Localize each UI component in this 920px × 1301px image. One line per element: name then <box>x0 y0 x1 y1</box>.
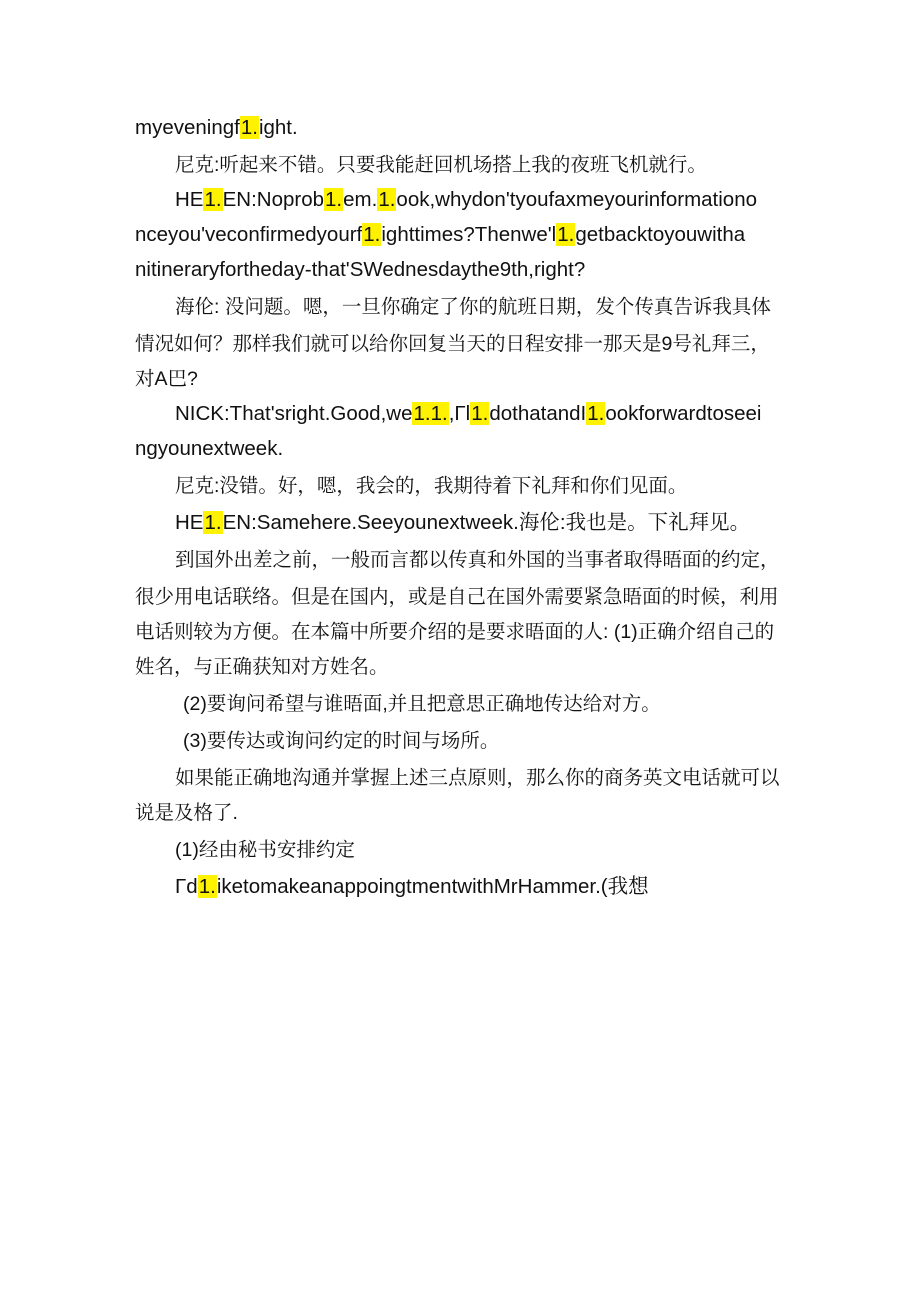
highlighted-text: 1. <box>325 188 343 211</box>
text-segment: EN:Noprob <box>222 188 325 211</box>
text-line <box>135 436 283 462</box>
text-segment: 很少用电话联络。但是在国内，或是自己在国外需要紧急晤面的时候，利用 <box>135 586 779 608</box>
text-segment: 尼克:听起来不错。只要我能赶回机场搭上我的夜班飞机就行。 <box>175 154 707 176</box>
highlighted-text: 1.1. <box>413 402 448 425</box>
text-segment: 情况如何？那样我们就可以给你回复当天的日程安排一那天是9号礼拜三， <box>135 333 770 355</box>
text-line <box>175 547 780 573</box>
text-line <box>175 837 355 863</box>
text-line <box>175 401 761 427</box>
highlighted-text: 1. <box>587 402 605 425</box>
text-line <box>175 473 687 499</box>
text-segment: NICK:That'sright.Good,we <box>175 402 413 425</box>
text-segment: getbacktoyouwitha <box>575 223 746 246</box>
text-segment: nceyou'veconfirmedyourf <box>135 223 363 246</box>
highlighted-text: 1. <box>557 223 575 246</box>
text-line <box>135 331 770 357</box>
text-line <box>135 584 779 610</box>
text-line <box>183 691 661 717</box>
text-segment: (1)经由秘书安排约定 <box>175 839 355 861</box>
text-segment: ngyounextweek. <box>135 437 284 460</box>
text-segment: em. <box>343 188 378 211</box>
text-line <box>135 654 389 680</box>
text-segment: iketomakeanappoingtmentwithMrHammer.(我想 <box>216 875 649 898</box>
text-line <box>175 187 757 213</box>
text-segment: 到国外出差之前，一般而言都以传真和外国的当事者取得晤面的约定， <box>175 549 780 571</box>
text-line <box>175 874 649 900</box>
highlighted-text: 1. <box>363 223 381 246</box>
text-segment: 说是及格了. <box>135 802 238 824</box>
text-line <box>175 294 771 320</box>
text-line <box>183 728 499 754</box>
text-segment: 电话则较为方便。在本篇中所要介绍的是要求晤面的人: (1)正确介绍自己的 <box>135 621 775 643</box>
highlighted-text: 1. <box>378 188 396 211</box>
text-segment: HE <box>175 188 204 211</box>
text-segment: 姓名，与正确获知对方姓名。 <box>135 656 389 678</box>
highlighted-text: 1. <box>471 402 489 425</box>
text-segment: ook,whydon'tyoufaxmeyourinformationo <box>396 188 758 211</box>
highlighted-text: 1. <box>204 511 222 534</box>
text-segment: (3)要传达或询问约定的时间与场所。 <box>183 730 500 752</box>
text-line <box>135 222 745 248</box>
text-line <box>175 765 780 791</box>
text-segment: ight. <box>258 116 298 139</box>
highlighted-text: 1. <box>198 875 216 898</box>
text-segment: ighttimes?Thenwe'l <box>381 223 557 246</box>
text-segment: EN:Samehere.Seeyounextweek.海伦:我也是。下礼拜见。 <box>222 511 751 534</box>
text-segment: 对A巴? <box>135 368 198 390</box>
text-line <box>135 619 774 645</box>
text-segment: 如果能正确地沟通并掌握上述三点原则，那么你的商务英文电话就可以 <box>175 767 780 789</box>
highlighted-text: 1. <box>240 116 258 139</box>
text-line <box>135 800 238 826</box>
text-segment: HE <box>175 511 204 534</box>
text-segment: (2)要询问希望与谁晤面,并且把意思正确地传达给对方。 <box>183 693 661 715</box>
text-segment: ookforwardtoseei <box>605 402 762 425</box>
text-line <box>135 115 298 141</box>
highlighted-text: 1. <box>204 188 222 211</box>
text-segment: dothatandI <box>489 402 587 425</box>
text-segment: nitineraryfortheday-that'SWednesdaythe9th,right? <box>135 258 586 281</box>
text-segment: Γd <box>175 875 198 898</box>
text-line <box>175 510 750 536</box>
text-line <box>135 257 585 283</box>
text-segment: myeveningf <box>135 116 240 139</box>
text-segment: 尼克:没错。好，嗯，我会的，我期待着下礼拜和你们见面。 <box>175 475 688 497</box>
text-segment: 海伦: 没问题。嗯，一旦你确定了你的航班日期，发个传真告诉我具体 <box>175 296 771 318</box>
text-line <box>135 366 198 392</box>
text-line <box>175 152 707 178</box>
text-segment: ,Γl <box>448 402 471 425</box>
